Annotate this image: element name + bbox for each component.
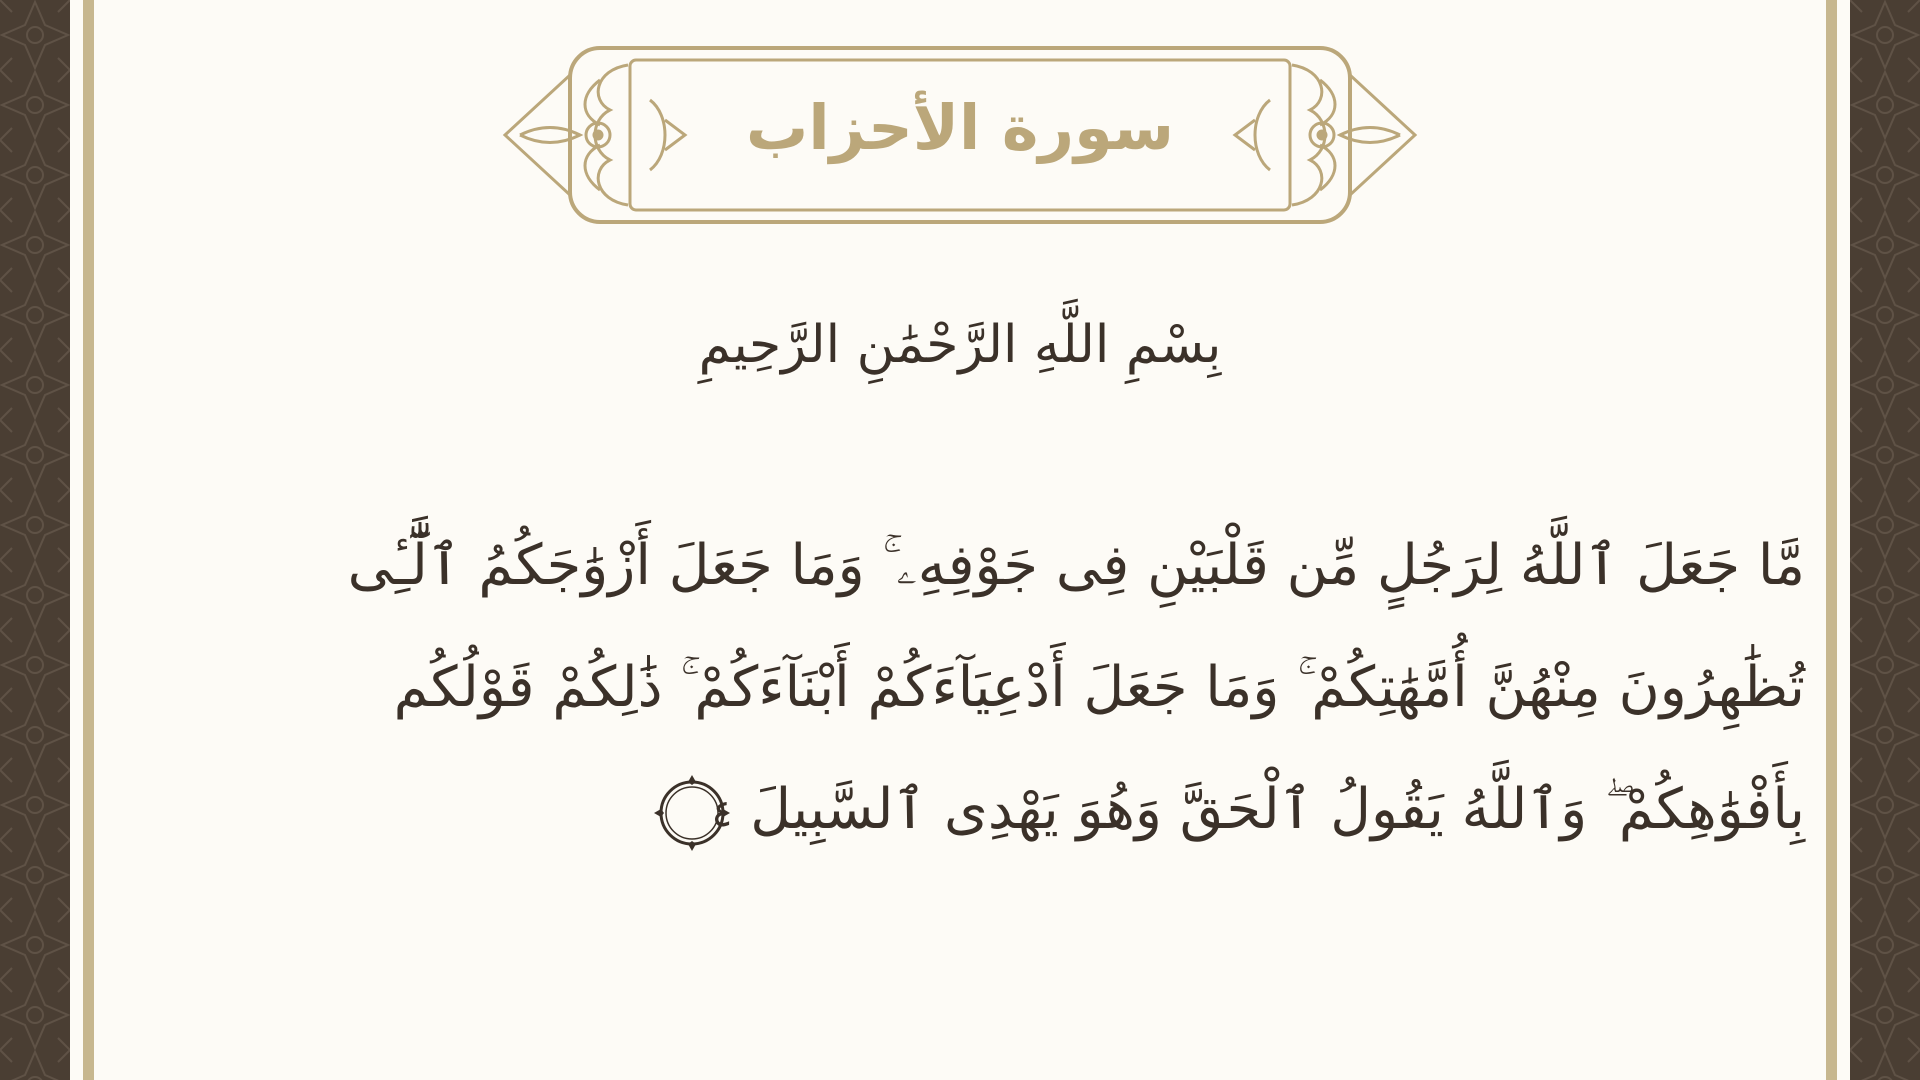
right-ornamental-border	[1850, 0, 1920, 1080]
left-gold-rule	[83, 0, 94, 1080]
basmala: بِسْمِ اللَّهِ الرَّحْمَٰنِ الرَّحِيمِ	[698, 315, 1222, 375]
verse-line-text: بِأَفْوَٰهِكُمْ ۖ وَٱللَّهُ يَقُولُ ٱلْحَقَّ وَهُوَ يَهْدِى ٱلسَّبِيلَ	[750, 777, 1805, 842]
left-ornamental-border	[0, 0, 70, 1080]
verse-line: مَّا جَعَلَ ٱللَّهُ لِرَجُلٍ مِّن قَلْبَيْنِ فِى جَوْفِهِۦ ۚ وَمَا جَعَلَ أَزْوَٰجَكُمُ ٱلَّٰٓـِٔى	[347, 533, 1805, 598]
verse-line: تُظَٰهِرُونَ مِنْهُنَّ أُمَّهَٰتِكُمْ ۚ وَمَا جَعَلَ أَدْعِيَآءَكُمْ أَبْنَآءَكُمْ ۚ ذَٰلِكُمْ قَوْلُكُم	[393, 655, 1805, 720]
verse-line-last	[245, 749, 1805, 871]
verse-text	[245, 505, 1805, 871]
right-gold-rule	[1826, 0, 1837, 1080]
ayah-number: ٤	[711, 790, 733, 835]
surah-title: سورة الأحزاب	[746, 91, 1174, 164]
ayah-marker	[652, 773, 732, 853]
